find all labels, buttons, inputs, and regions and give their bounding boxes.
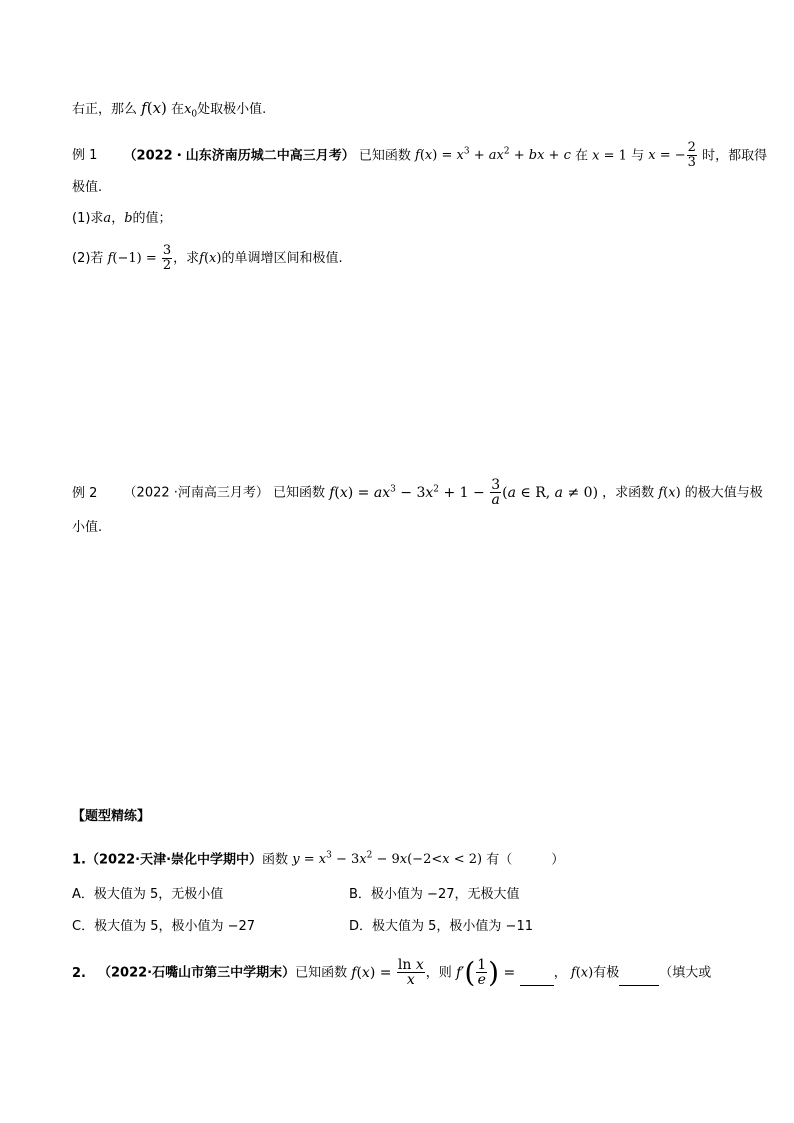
math-x-eq-1: x = 1 (592, 148, 627, 164)
option-a[interactable]: A．极大值为 5，无极小值 (72, 887, 224, 902)
math-x-eq-neg-two-thirds: x = − $\frac{2}{3}$ (648, 140, 696, 171)
example-1-question-2: (2)若 f(−1) = $\frac{3}{2}$ ，求f(x)的单调增区间和极值. (72, 243, 343, 273)
math-x0: $x_0$ (184, 102, 198, 120)
math-function-def: $f(x) = x^3 + ax^2$ + bx + c (415, 147, 571, 164)
math-function-def-2: $f(x) = ax^3 - 3x^2 + 1$ − $\frac{3}{a}$ (a ∈ R, a ≠ 0) (329, 477, 599, 509)
answer-blank-1[interactable] (520, 963, 554, 986)
math-f-neg1: f(−1) = $\frac{3}{2}$ (107, 243, 172, 273)
example-2-line: 例 2 （2022 ·河南高三月考） 已知函数 $f(x) = ax^3 - 3x^2 + 1$ − $\frac{3}{a}$ (a ∈ R, a ≠ 0) ，求函数 f(x) 的极大值与极 (72, 477, 763, 509)
example-1-question-1: (1)求a，b的值； (72, 211, 172, 226)
example-2-continuation: 小值. (72, 520, 103, 535)
practice-question-2: 2. （2022·石嘴山市第三中学期末）已知函数 f(x) = $\frac{\text{ln x}}{x}$ ，则 f′( $\frac{1}{e}$ ) = ， f(x)有极 （填大或 (72, 955, 712, 989)
example-1-line: 例 1 （2022・山东济南历城二中高三月考） 已知函数 $f(x) = x^3 + ax^2$ + bx + c 在 x = 1 与 x = − $\frac{2}{3}$ 时，都取得 (72, 140, 768, 171)
math-fx: f (141, 99, 147, 117)
example-2-label: 例 2 (72, 485, 98, 501)
math-f-prime-1-over-e: f′( $\frac{1}{e}$ ) = (455, 955, 520, 989)
practice-question-1: 1.（2022·天津·崇化中学期中）函数 $y = x^3 - 3x^2 - 9x(-2<x < 2)$ 有（ ） (72, 851, 565, 868)
example-1-label: 例 1 (72, 148, 98, 164)
example-1-source: （2022・山东济南历城二中高三月考） (123, 148, 355, 164)
answer-blank-2[interactable] (619, 963, 659, 986)
option-b[interactable]: B．极小值为 −27，无极大值 (349, 887, 520, 902)
option-d[interactable]: D．极大值为 5，极小值为 −11 (349, 919, 533, 934)
example-2-source: （2022 ·河南高三月考） (123, 485, 269, 501)
continuation-line: 右正，那么 f(x) 在$x_0$处取极小值. (72, 99, 267, 120)
practice-header: 【题型精练】 (72, 809, 151, 824)
option-c[interactable]: C．极大值为 5，极小值为 −27 (72, 919, 256, 934)
math-function-q1: $y = x^3 - 3x^2 - 9x(-2<x < 2)$ (292, 851, 483, 868)
example-1-continuation: 极值. (72, 180, 103, 195)
math-function-q2: f(x) = $\frac{\text{ln x}}{x}$ (351, 957, 424, 988)
